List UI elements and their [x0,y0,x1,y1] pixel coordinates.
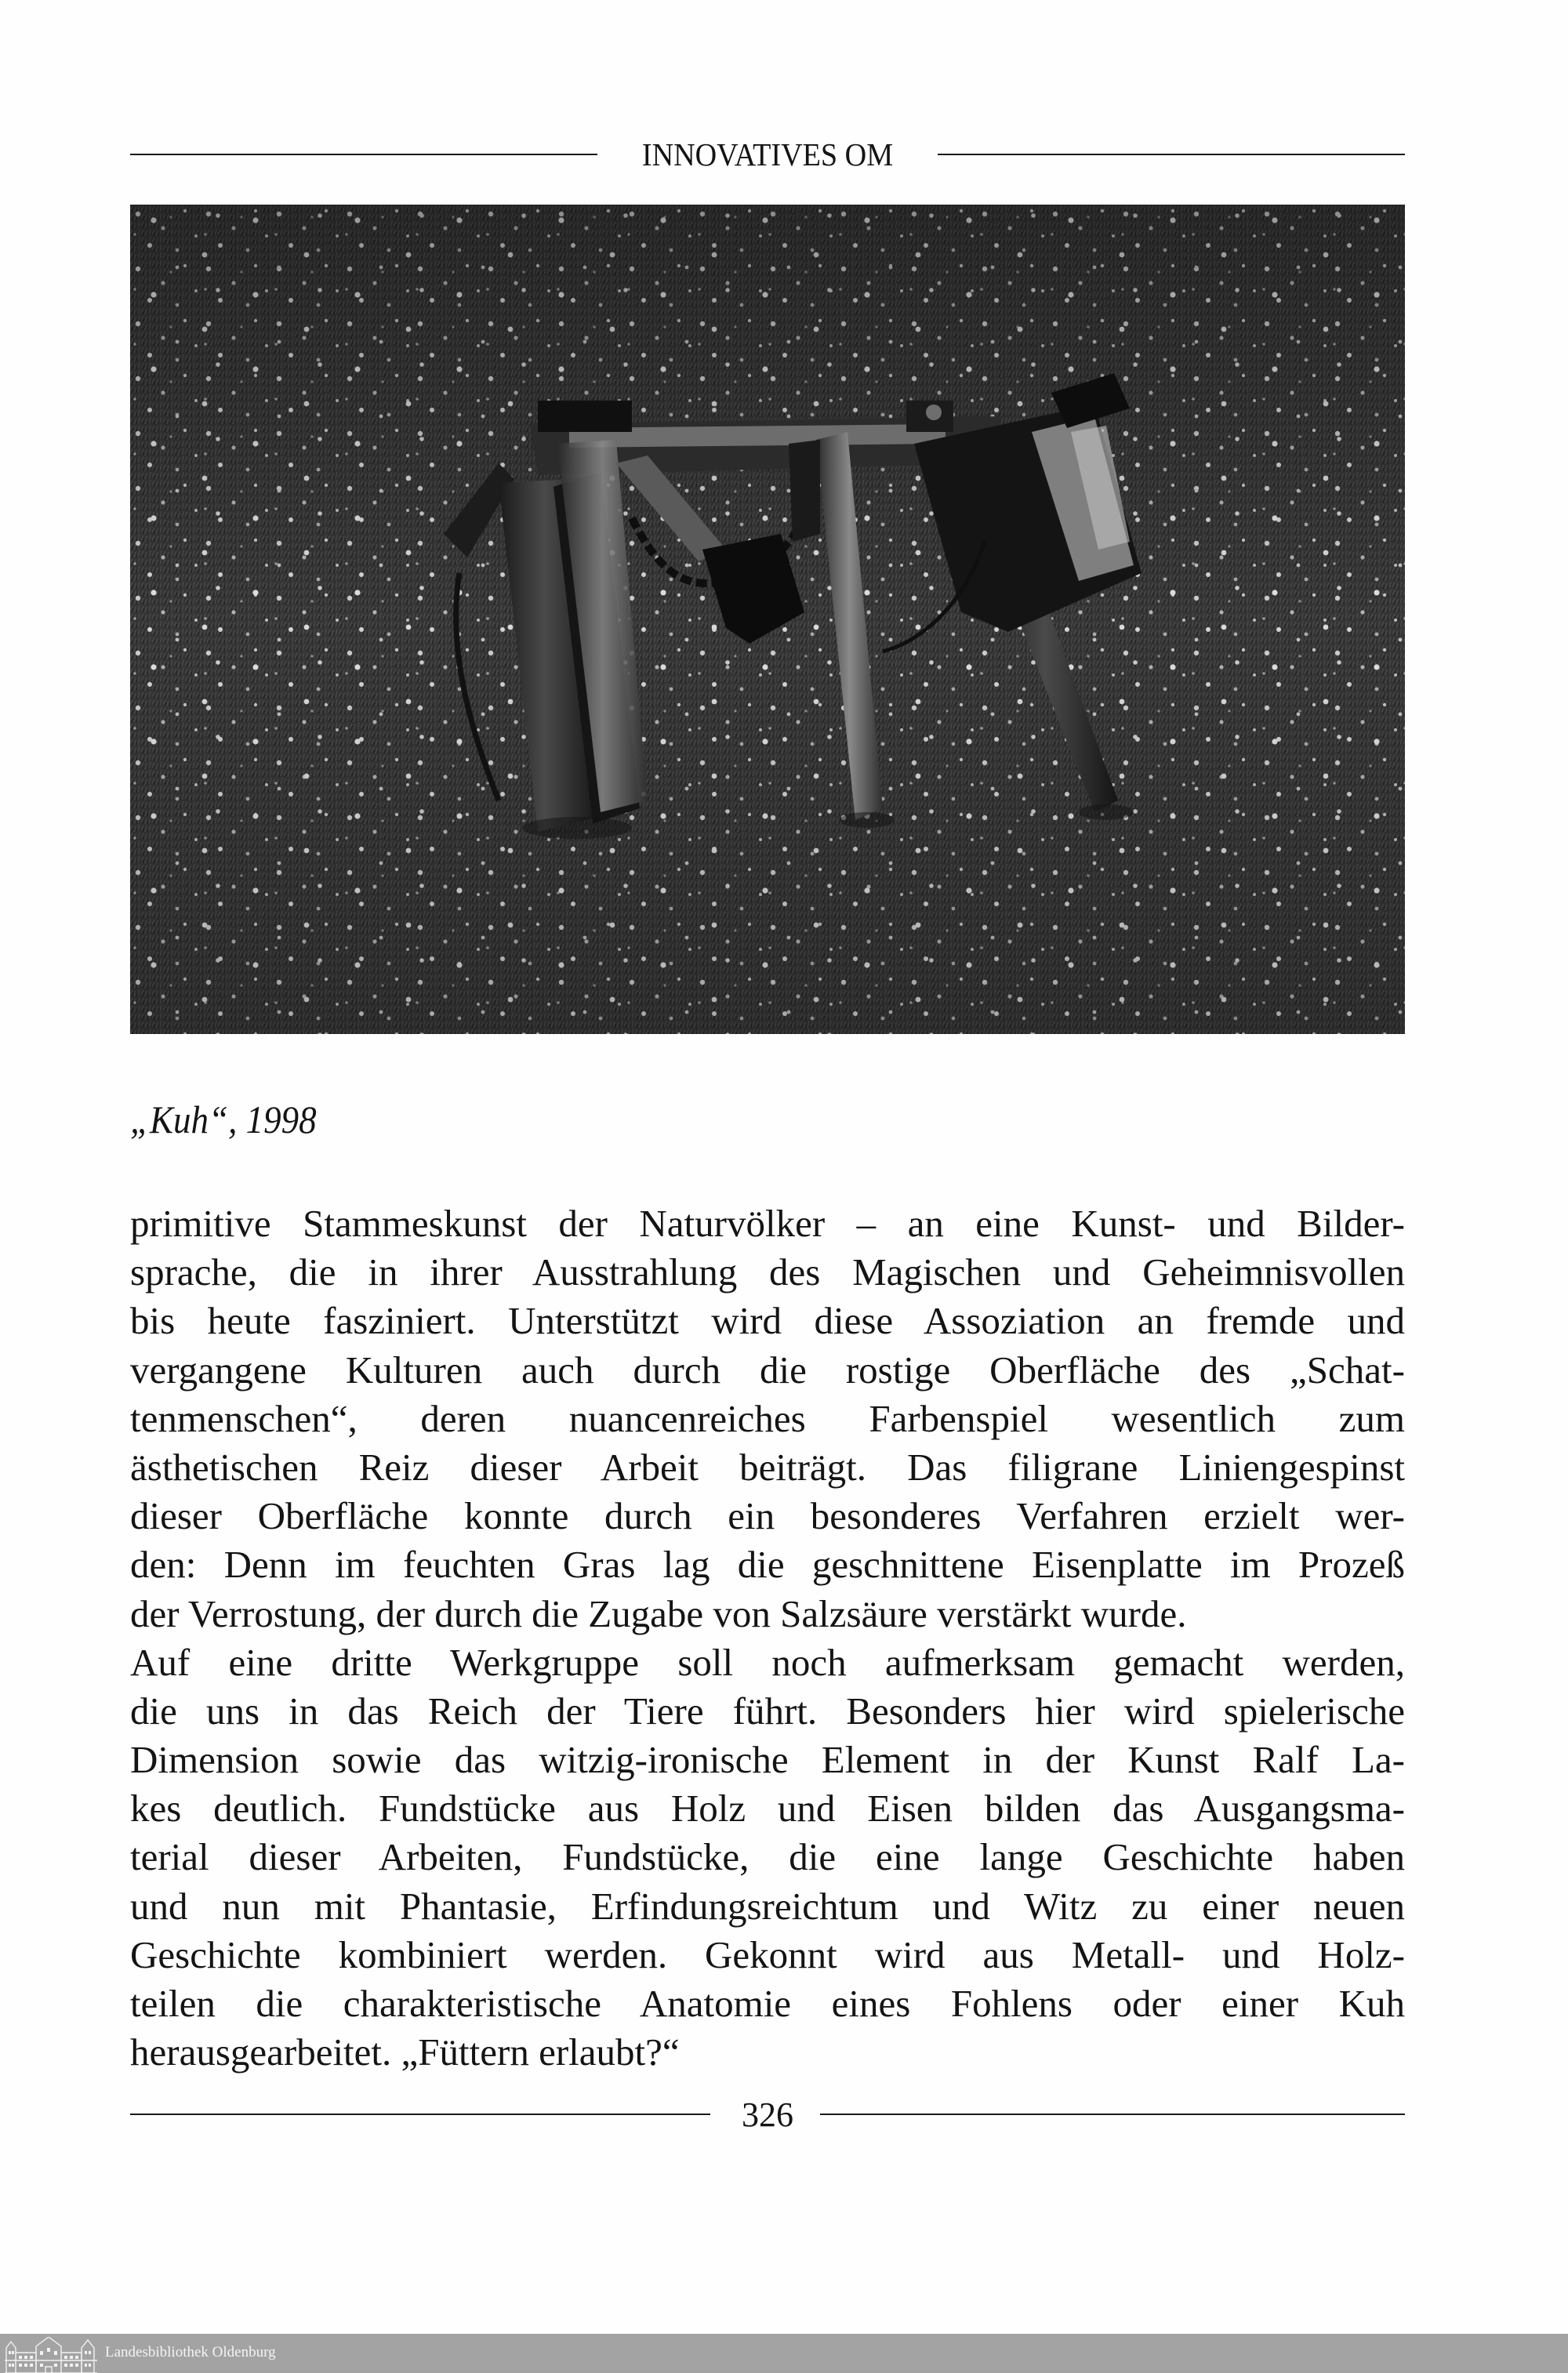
text-line: ästhetischen Reiz dieser Arbeit beiträgt. Das filigrane Liniengespinst [130,1445,1405,1489]
library-building-icon [5,2337,97,2373]
header-rule-right [938,154,1405,155]
library-watermark-bar [0,2334,1568,2373]
text-line: Dimension sowie das witzig-ironische Element in der Kunst Ralf La- [130,1738,1405,1782]
text-line: vergangene Kulturen auch durch die rostige Oberfläche des „Schat- [130,1348,1405,1392]
page-number: 326 [742,2095,793,2134]
text-line: primitive Stammeskunst der Naturvölker – an eine Kunst- und Bilder- [130,1202,1405,1245]
text-line: kes deutlich. Fundstücke aus Holz und Eisen bilden das Ausgangsma- [130,1787,1405,1831]
library-name: Landesbibliothek Oldenburg [105,2344,276,2360]
body-text [130,1199,1405,2077]
text-line: herausgearbeitet. „Füttern erlaubt?“ [130,2030,680,2074]
text-line: und nun mit Phantasie, Erfindungsreichtum und Witz zu einer neuen [130,1884,1405,1928]
footer-rule-right [820,2114,1405,2115]
running-title: INNOVATIVES OM [641,136,894,172]
page-footer [130,2095,1405,2137]
text-line: der Verrostung, der durch die Zugabe von Salzsäure verstärkt wurde. [130,1591,1187,1635]
text-line: bis heute fasziniert. Unterstützt wird diese Assoziation an fremde und [130,1299,1405,1343]
text-line: teilen die charakteristische Anatomie eines Fohlens oder einer Kuh [130,1982,1405,2025]
figure-photo [130,205,1405,1034]
text-line: die uns in das Reich der Tiere führt. Besonders hier wird spielerische [130,1689,1405,1733]
text-line: den: Denn im feuchten Gras lag die geschnittene Eisenplatte im Prozeß [130,1543,1405,1587]
text-line: Auf eine dritte Werkgruppe soll noch aufmerksam gemacht werden, [130,1640,1405,1684]
text-line: sprache, die in ihrer Ausstrahlung des Magischen und Geheimnisvollen [130,1250,1405,1294]
figure-caption: „Kuh“, 1998 [130,1098,317,1141]
running-head [130,133,1405,176]
text-line: tenmenschen“, deren nuancenreiches Farbenspiel wesentlich zum [130,1396,1405,1440]
cow-sculpture-photo [130,205,1405,1034]
text-line: dieser Oberfläche konnte durch ein besonderes Verfahren erzielt wer- [130,1494,1405,1538]
text-line: Geschichte kombiniert werden. Gekonnt wird aus Metall- und Holz- [130,1932,1405,1976]
text-line: terial dieser Arbeiten, Fundstücke, die eine lange Geschichte haben [130,1835,1405,1879]
